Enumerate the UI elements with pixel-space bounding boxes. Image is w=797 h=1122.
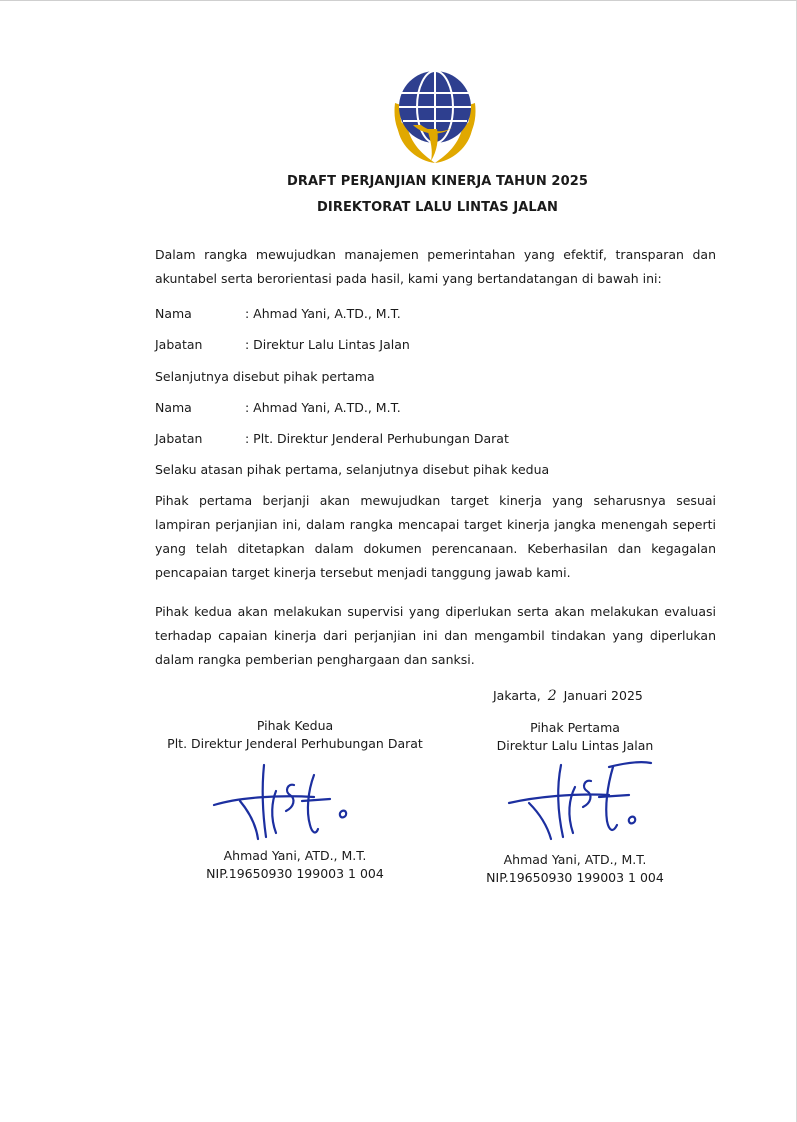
- signatory-left-nip: NIP.19650930 199003 1 004: [206, 866, 384, 881]
- party1-position-row: [155, 336, 410, 354]
- document-title: DRAFT PERJANJIAN KINERJA TAHUN 2025: [286, 174, 589, 189]
- party2-name-row: [155, 399, 401, 417]
- document-subtitle: DIREKTORAT LALU LINTAS JALAN: [317, 200, 558, 215]
- signatory-left-role: Pihak Kedua: [256, 718, 334, 733]
- party2-position-label: Jabatan: [155, 431, 203, 446]
- signatory-right-position: Direktur Lalu Lintas Jalan: [496, 738, 654, 753]
- signatory-right-role: Pihak Pertama: [530, 720, 620, 735]
- party1-name-row: [155, 305, 401, 323]
- party1-position-label: Jabatan: [155, 337, 203, 352]
- supervision-paragraph: Pihak kedua akan melakukan supervisi yang diperlukan serta akan melakukan evaluasi terhadap capaian kinerja dari perjanjian ini dan mengambil tindakan yang diperlukan dalam rangka pemberian penghargaan dan sanksi.: [155, 604, 716, 667]
- intro-paragraph: Dalam rangka mewujudkan manajemen pemerintahan yang efektif, transparan dan akuntabel serta berorientasi pada hasil, kami yang bertandatangan di bawah ini:: [155, 247, 716, 286]
- date-day: 2: [547, 688, 557, 704]
- signing-date: [493, 687, 643, 705]
- signatory-right-name: Ahmad Yani, ATD., M.T.: [503, 852, 647, 867]
- signatory-right-nip: NIP.19650930 199003 1 004: [486, 870, 664, 885]
- party1-position-value: : Direktur Lalu Lintas Jalan: [245, 337, 410, 352]
- date-month-year: Januari 2025: [563, 688, 643, 703]
- signatory-left-position: Plt. Direktur Jenderal Perhubungan Darat: [167, 736, 423, 751]
- party2-name-label: Nama: [155, 400, 192, 415]
- party2-designation: Selaku atasan pihak pertama, selanjutnya disebut pihak kedua: [155, 462, 550, 477]
- party1-name-value: : Ahmad Yani, A.TD., M.T.: [245, 306, 401, 321]
- commitment-paragraph: Pihak pertama berjanji akan mewujudkan target kinerja yang seharusnya sesuai lampiran perjanjian ini, dalam rangka mencapai target kinerja jangka menengah seperti yang telah ditetapkan dalam dokumen perencanaan. Keberhasilan dan kegagalan pencapaian target kinerja tersebut menjadi tanggung jawab kami.: [155, 493, 716, 580]
- party1-designation: Selanjutnya disebut pihak pertama: [155, 369, 375, 384]
- ministry-emblem-icon: [387, 63, 483, 167]
- party2-position-value: : Plt. Direktur Jenderal Perhubungan Darat: [245, 431, 509, 446]
- party2-position-row: [155, 430, 509, 448]
- party2-name-value: : Ahmad Yani, A.TD., M.T.: [245, 400, 401, 415]
- signature-right-image: [505, 759, 655, 849]
- party1-name-label: Nama: [155, 306, 192, 321]
- signature-left-image: [210, 761, 360, 851]
- date-place: Jakarta,: [493, 688, 541, 703]
- signatory-left-name: Ahmad Yani, ATD., M.T.: [223, 848, 367, 863]
